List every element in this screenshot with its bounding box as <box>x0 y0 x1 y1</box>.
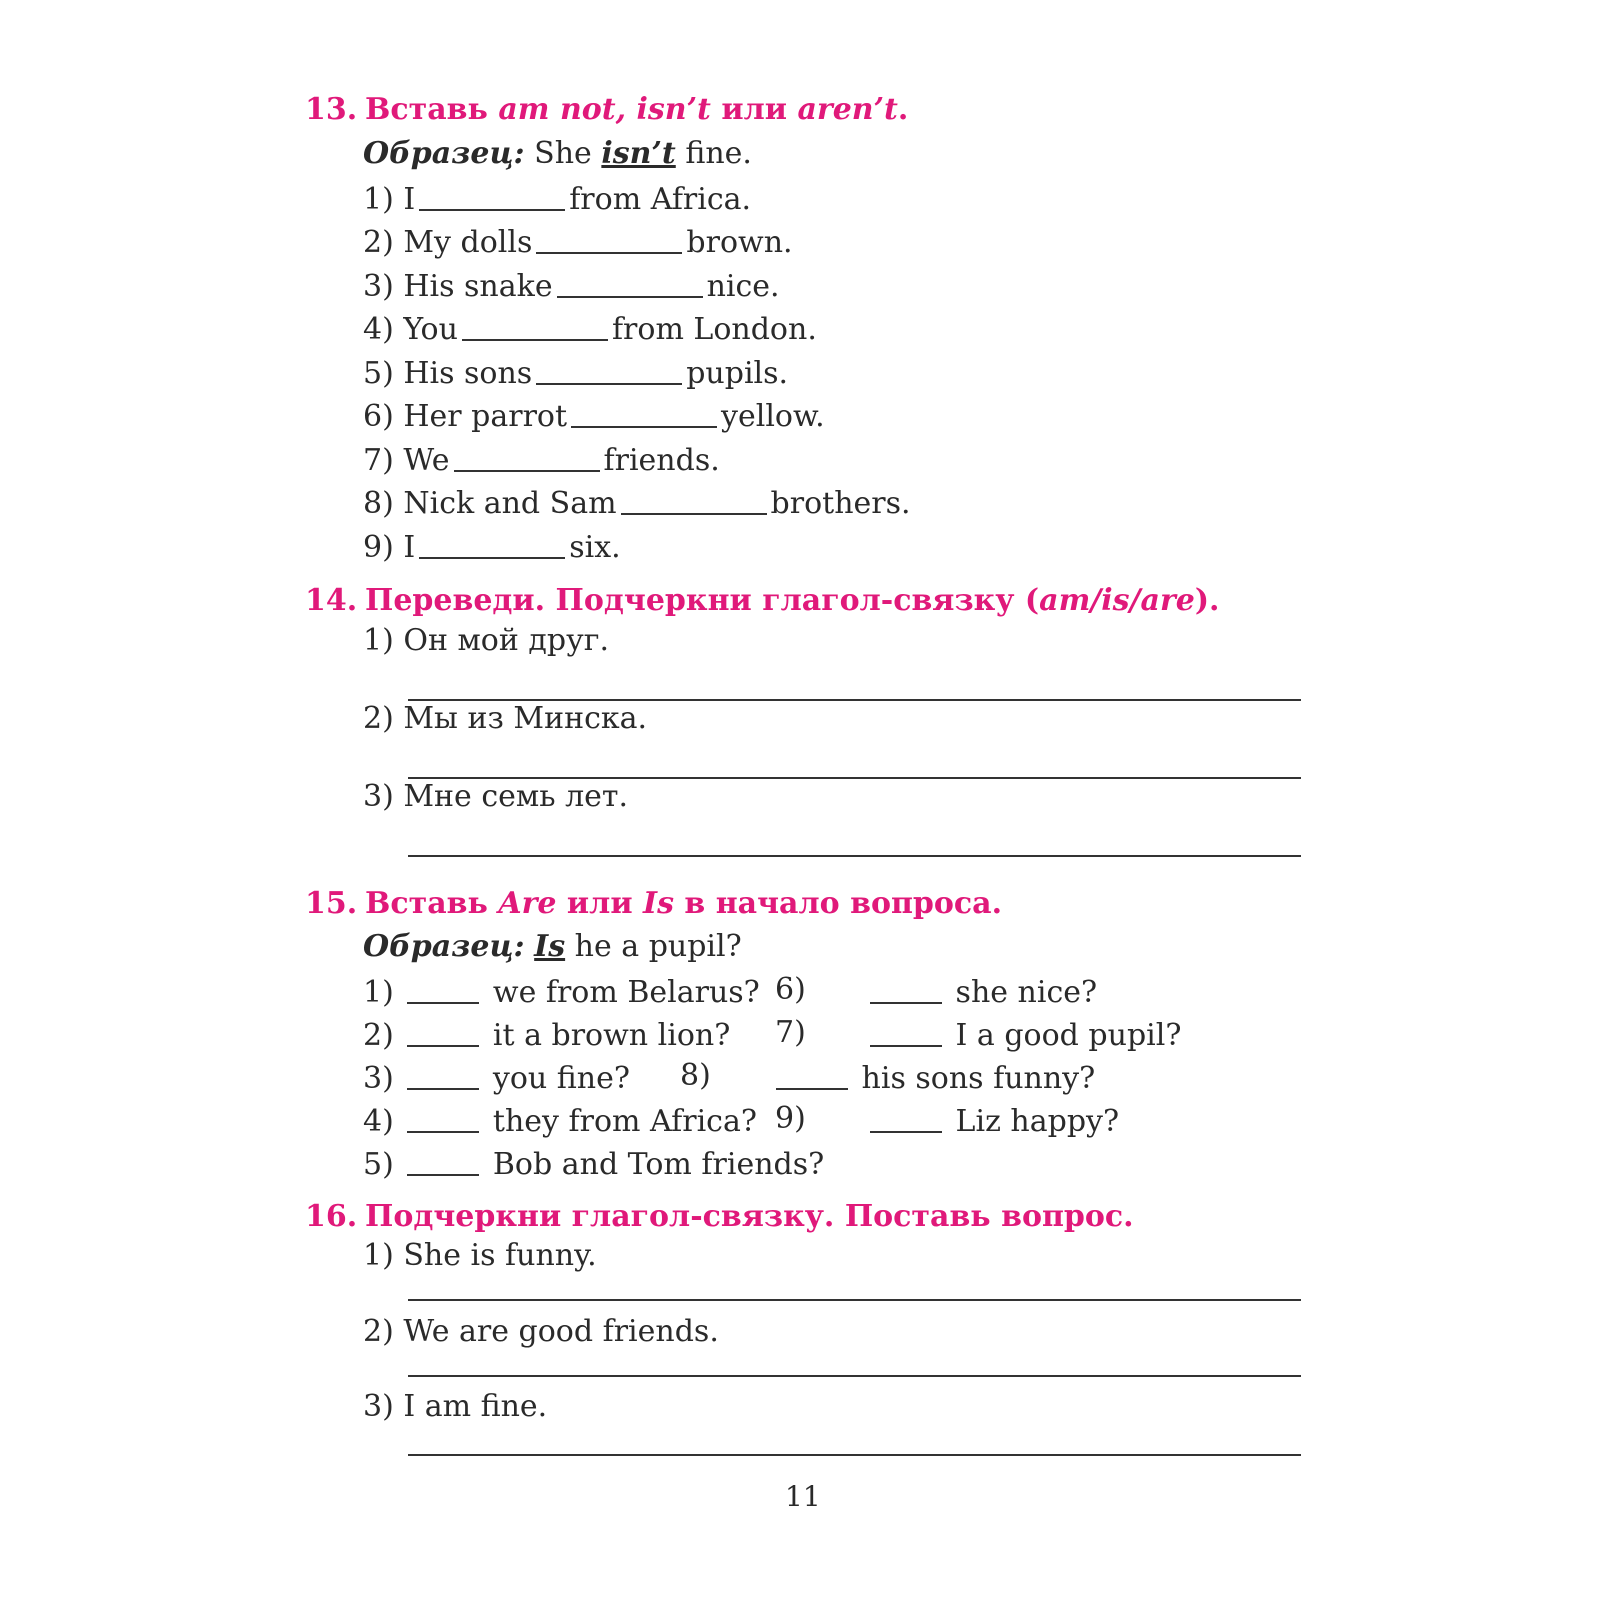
exercise-15-item: 8) <box>680 1058 711 1093</box>
exercise-14-item: 1) Он мой друг. <box>363 623 609 658</box>
exercise-15-item: 3) you fine? <box>363 1058 630 1096</box>
exercise-13-item: 5) His sons pupils. <box>363 353 788 391</box>
exercise-15-item: 1) we from Belarus? <box>363 972 760 1010</box>
answer-line[interactable] <box>408 855 1301 857</box>
answer-blank[interactable] <box>407 1058 479 1090</box>
answer-blank[interactable] <box>454 440 600 472</box>
answer-line[interactable] <box>408 1375 1301 1377</box>
exercise-number: 15. <box>305 886 358 921</box>
exercise-14-item: 2) Мы из Минска. <box>363 701 648 736</box>
answer-blank[interactable] <box>571 396 717 428</box>
exercise-13-item: 8) Nick and Sam brothers. <box>363 483 911 521</box>
exercise-number: 13. <box>305 92 358 127</box>
exercise-13-item: 6) Her parrot yellow. <box>363 396 825 434</box>
answer-blank[interactable] <box>407 1144 479 1176</box>
exercise-14-title: 14. Переведи. Подчеркни глагол-связку (am/is/are). <box>305 583 1220 618</box>
answer-blank[interactable] <box>870 1015 942 1047</box>
answer-blank[interactable] <box>557 266 703 298</box>
exercise-number: 16. <box>305 1199 358 1234</box>
answer-blank[interactable] <box>536 222 682 254</box>
answer-blank[interactable] <box>870 972 942 1004</box>
exercise-15-item: 6) <box>775 972 806 1007</box>
exercise-15-sample: Образец: Is he a pupil? <box>363 929 742 964</box>
exercise-16-item: 1) She is funny. <box>363 1238 597 1273</box>
exercise-16-item: 3) I am fine. <box>363 1389 548 1424</box>
exercise-16-item: 2) We are good friends. <box>363 1314 719 1349</box>
exercise-13-title: 13. Вставь am not, isn’t или aren’t. <box>305 92 909 127</box>
exercise-15-item-answer: she nice? <box>866 972 1097 1010</box>
answer-blank[interactable] <box>419 179 565 211</box>
answer-blank[interactable] <box>407 1015 479 1047</box>
exercise-16-title: 16. Подчеркни глагол-связку. Поставь вопрос. <box>305 1199 1134 1234</box>
exercise-13-item: 3) His snake nice. <box>363 266 780 304</box>
answer-blank[interactable] <box>621 483 767 515</box>
answer-line[interactable] <box>408 1454 1301 1456</box>
answer-line[interactable] <box>408 1299 1301 1301</box>
exercise-13-item: 7) We friends. <box>363 440 720 478</box>
exercise-15-title: 15. Вставь Are или Is в начало вопроса. <box>305 886 1003 921</box>
answer-blank[interactable] <box>536 353 682 385</box>
page-number: 11 <box>785 1480 821 1513</box>
exercise-15-item: 9) <box>775 1101 806 1136</box>
exercise-13-item: 9) I six. <box>363 527 621 565</box>
exercise-13-item: 2) My dolls brown. <box>363 222 793 260</box>
answer-blank[interactable] <box>870 1101 942 1133</box>
answer-blank[interactable] <box>407 972 479 1004</box>
exercise-15-item: 7) <box>775 1015 806 1050</box>
exercise-number: 14. <box>305 583 358 618</box>
answer-blank[interactable] <box>776 1058 848 1090</box>
exercise-13-item: 1) I from Africa. <box>363 179 751 217</box>
exercise-14-item: 3) Мне семь лет. <box>363 779 629 814</box>
exercise-15-item: 5) Bob and Tom friends? <box>363 1144 824 1182</box>
answer-blank[interactable] <box>407 1101 479 1133</box>
exercise-15-item-answer: I a good pupil? <box>866 1015 1181 1053</box>
answer-blank[interactable] <box>462 309 608 341</box>
exercise-13-sample: Образец: She isn’t fine. <box>363 136 752 171</box>
answer-blank[interactable] <box>419 527 565 559</box>
exercise-13-item: 4) You from London. <box>363 309 817 347</box>
exercise-15-item-answer: his sons funny? <box>772 1058 1095 1096</box>
exercise-15-item: 2) it a brown lion? <box>363 1015 730 1053</box>
exercise-15-item-answer: Liz happy? <box>866 1101 1119 1139</box>
exercise-15-item: 4) they from Africa? <box>363 1101 757 1139</box>
